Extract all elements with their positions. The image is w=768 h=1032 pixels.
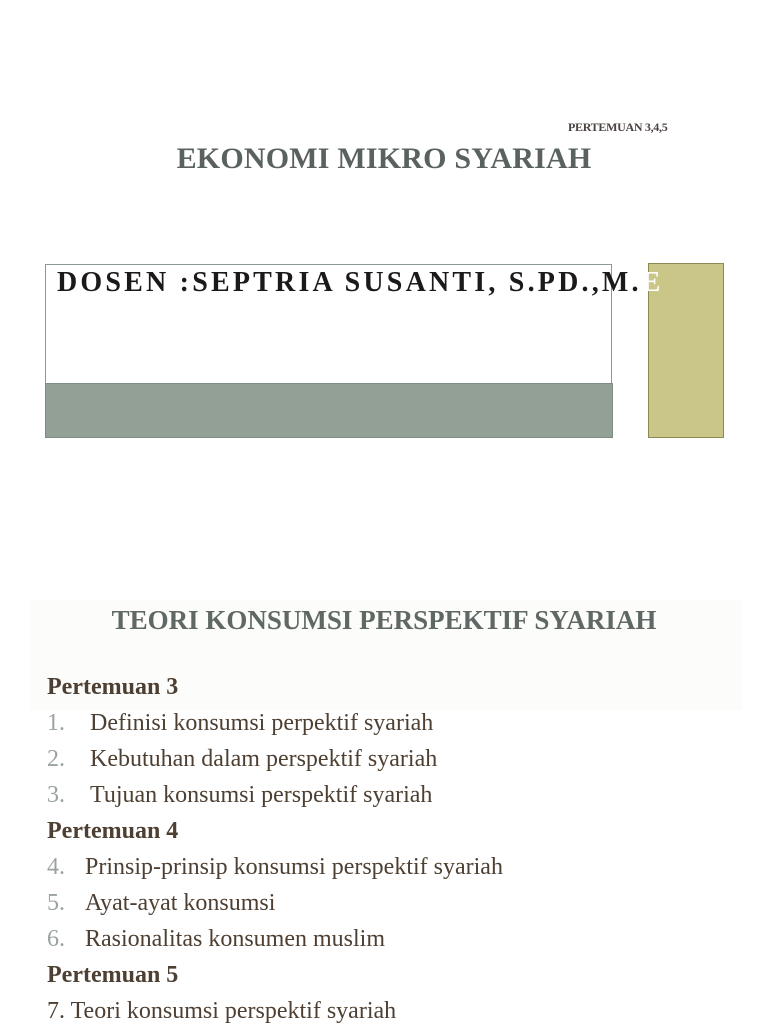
- item-number: 6.: [47, 926, 65, 952]
- list-item: [47, 708, 747, 744]
- section-heading: Pertemuan 4: [47, 818, 179, 844]
- section-heading: Pertemuan 5: [47, 962, 179, 988]
- topic-slide: [0, 600, 768, 1024]
- meeting-tag: PERTEMUAN 3,4,5: [568, 120, 668, 134]
- item-text: Definisi konsumsi perpektif syariah: [90, 710, 434, 736]
- list-item: [47, 744, 747, 780]
- lecturer-name-main: DOSEN :SEPTRIA SUSANTI, S.PD.,M.: [57, 267, 642, 298]
- item-number: 5.: [47, 890, 65, 916]
- section-heading: Pertemuan 3: [47, 674, 179, 700]
- lecturer-name-last: E: [641, 267, 664, 298]
- item-text: Rasionalitas konsumen muslim: [85, 926, 385, 952]
- item-text: Prinsip-prinsip konsumsi perspektif syariah: [85, 854, 503, 880]
- lecturer-name: [57, 267, 664, 299]
- list-item: [47, 888, 747, 924]
- list-item: [47, 780, 747, 816]
- item-number: 1.: [47, 710, 65, 736]
- item-number: 3.: [47, 782, 65, 808]
- page-title: EKONOMI MIKRO SYARIAH: [176, 142, 592, 175]
- list-item: 7. Teori konsumsi perspektif syariah: [47, 998, 397, 1024]
- agenda-list: [47, 672, 747, 1032]
- item-text: Ayat-ayat konsumsi: [85, 890, 276, 916]
- list-item: [47, 924, 747, 960]
- item-number: 2.: [47, 746, 65, 772]
- list-item: [47, 852, 747, 888]
- item-number: 4.: [47, 854, 65, 880]
- topic-title: TEORI KONSUMSI PERSPEKTIF SYARIAH: [111, 605, 657, 635]
- item-text: Kebutuhan dalam perspektif syariah: [90, 746, 438, 772]
- item-text: Tujuan konsumsi perspektif syariah: [90, 782, 433, 808]
- lecturer-box-band: [45, 383, 613, 438]
